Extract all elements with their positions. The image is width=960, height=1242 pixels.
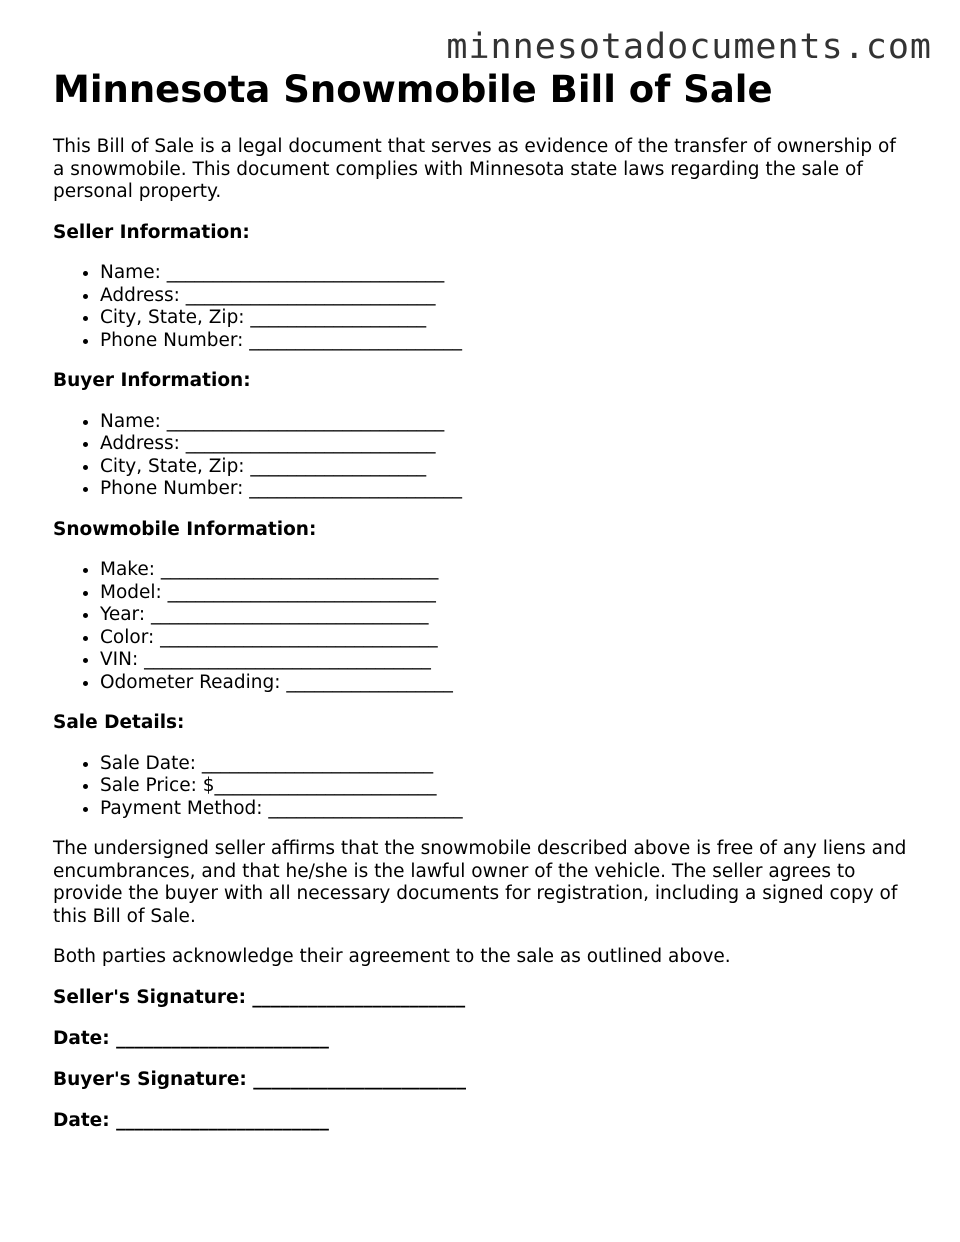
document [53,68,913,1151]
acknowledgement-paragraph: Both parties acknowledge their agreement to the sale as outlined above. [53,946,731,967]
seller-phone-field: • Phone Number: _______________________ [100,330,913,353]
watermark: minnesotadocuments.com [446,27,932,67]
model-field: • Model: _____________________________ [100,582,913,605]
buyer-address-field: • Address: ___________________________ [100,433,913,456]
seller-heading: Seller Information: [53,221,250,243]
buyer-signature-line: Buyer's Signature: _______________________ [53,1068,466,1090]
buyer-city-field: • City, State, Zip: ___________________ [100,456,913,479]
seller-name-field: • Name: ______________________________ [100,262,913,285]
buyer-phone-field: • Phone Number: _______________________ [100,478,913,501]
sale-fields [53,753,913,821]
color-field: • Color: ______________________________ [100,627,913,650]
year-field: • Year: ______________________________ [100,604,913,627]
affirmation-paragraph: The undersigned seller affirms that the snowmobile described above is free of any liens and encumbrances, and that he/she is the lawful owner of the vehicle. The seller agrees to provide the buyer with all necessary documents for registration, including a signed copy of this Bill of Sale. [53,838,907,927]
seller-city-field: • City, State, Zip: ___________________ [100,307,913,330]
document-title: Minnesota Snowmobile Bill of Sale [53,68,773,111]
seller-signature-line: Seller's Signature: _______________________ [53,986,466,1008]
buyer-fields [53,411,913,501]
seller-date-line: Date: _______________________ [53,1027,329,1049]
intro-paragraph: This Bill of Sale is a legal document that serves as evidence of the transfer of ownership of a snowmobile. This document complies with Minnesota state laws regarding the sale of personal property. [53,136,896,202]
odometer-field: • Odometer Reading: __________________ [100,672,913,695]
vin-field: • VIN: _______________________________ [100,649,913,672]
buyer-date-line: Date: _______________________ [53,1109,329,1131]
sale-heading: Sale Details: [53,712,185,733]
make-field: • Make: ______________________________ [100,559,913,582]
buyer-name-field: • Name: ______________________________ [100,411,913,434]
buyer-heading: Buyer Information: [53,370,251,391]
seller-fields [53,262,913,352]
payment-method-field: • Payment Method: _____________________ [100,798,913,821]
snowmobile-fields [53,559,913,694]
snowmobile-heading: Snowmobile Information: [53,518,317,540]
seller-address-field: • Address: ___________________________ [100,285,913,308]
sale-date-field: • Sale Date: _________________________ [100,753,913,776]
sale-price-field: • Sale Price: $________________________ [100,775,913,798]
